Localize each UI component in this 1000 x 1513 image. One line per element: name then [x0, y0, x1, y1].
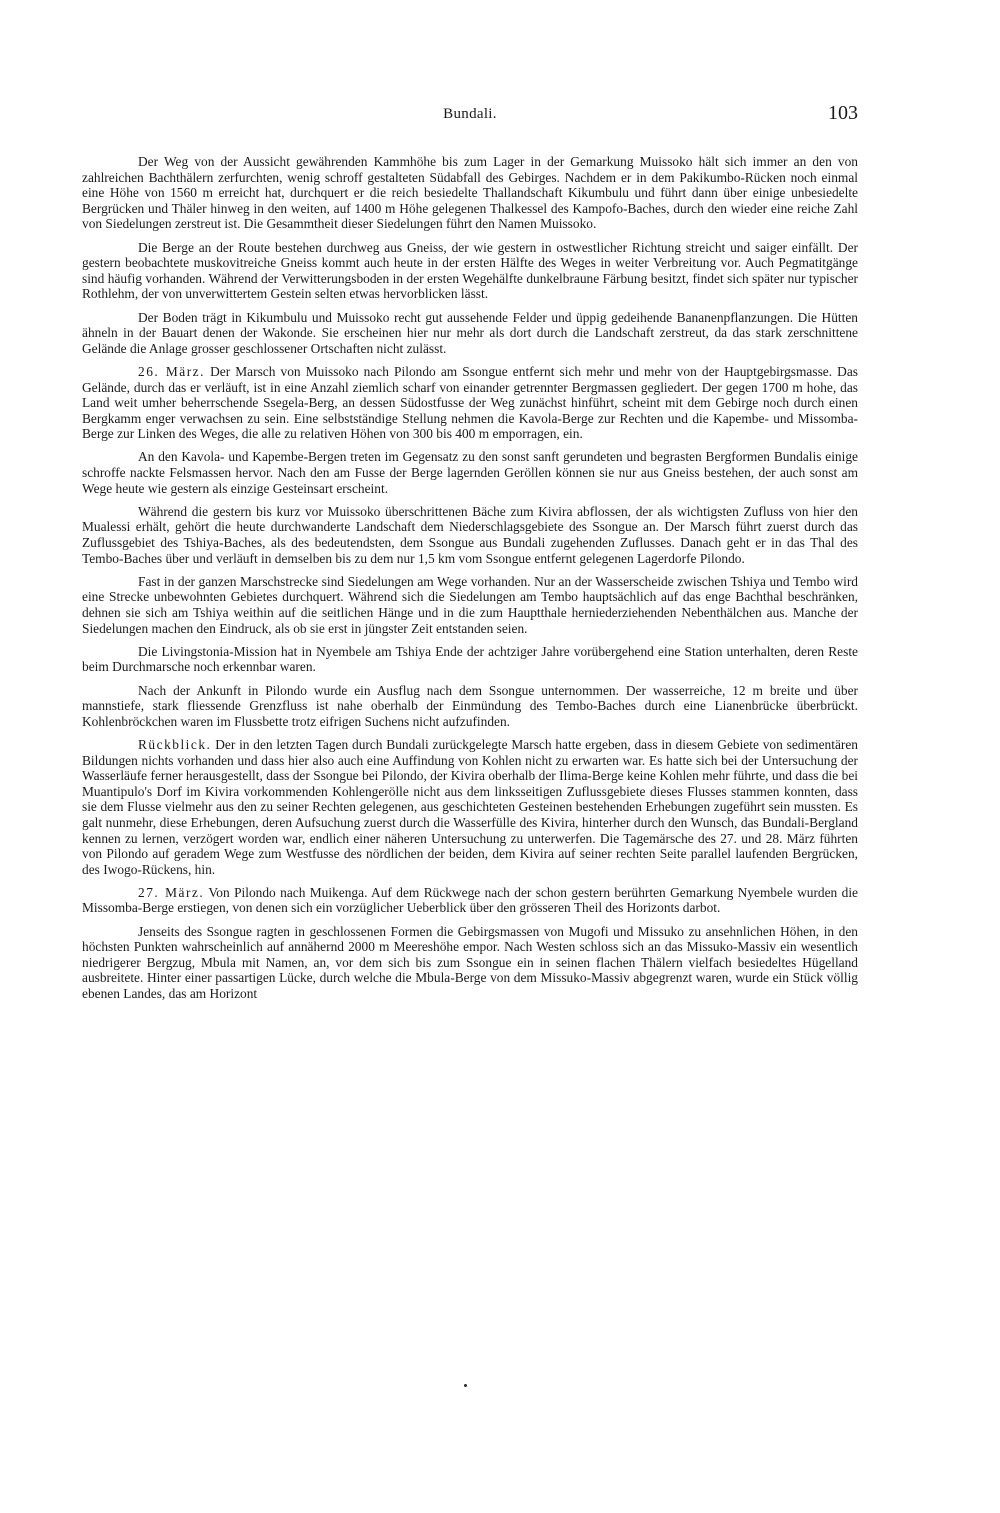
paragraph-12	[82, 924, 858, 1002]
date-marker: 27. März.	[138, 884, 205, 900]
paragraph-10	[82, 737, 858, 877]
section-marker: Rückblick.	[138, 736, 212, 752]
paragraph-5	[82, 449, 858, 496]
page	[82, 100, 858, 1009]
paragraph-12-text: Jenseits des Ssongue ragten in geschlossenen Formen die Gebirgsmassen von Mugofi und Missuko zu ansehnlichen Höhen, in den höchsten Punkten wahrscheinlich auf annähernd 2000 m Meereshöhe empor. Nach Westen schloss sich an das Missuko-Massiv ein wesentlich niedrigerer Bergzug, Mbula mit Namen, an, vor dem sich bis zum Ssongue ein in seinen flachen Thälern vielfach besiedeltes Hügelland ausbreitete. Hinter einer passartigen Lücke, durch welche die Mbula-Berge von dem Missuko-Massiv abgegrenzt waren, wurde ein Stück völlig ebenen Landes, das am Horizont	[82, 923, 858, 1002]
date-marker: 26. März.	[138, 363, 205, 379]
paragraph-4	[82, 364, 858, 442]
paragraph-2	[82, 240, 858, 302]
paragraph-11-text: Von Pilondo nach Muikenga. Auf dem Rückwege nach der schon gestern berührten Gemarkung Nyembele wurden die Missomba-Berge erstiegen, von denen sich ein vorzüglicher Ueberblick über den grösseren Theil des Horizonts darbot.	[82, 884, 858, 916]
paragraph-3-text: Der Boden trägt in Kikumbulu und Muissoko recht gut aussehende Felder und üppig gedeihende Bananenpflanzungen. Die Hütten ähneln in der Bauart denen der Wakonde. Sie erscheinen hier nur mehr als dort durch die Landschaft zerstreut, da das stark zerschnittene Gelände die Anlage grosser geschlossener Ortschaften nicht zulässt.	[82, 309, 858, 356]
paragraph-3	[82, 310, 858, 357]
print-speck	[464, 1384, 467, 1387]
paragraph-8-text: Die Livingstonia-Mission hat in Nyembele am Tshiya Ende der achtziger Jahre vorübergehend eine Station unterhalten, deren Reste beim Durchmarsche noch erkennbar waren.	[82, 643, 858, 675]
paragraph-1	[82, 154, 858, 232]
paragraph-5-text: An den Kavola- und Kapembe-Bergen treten im Gegensatz zu den sonst sanft gerundeten und begrasten Bergformen Bundalis einige schroffe nackte Felsmassen hervor. Nach den am Fusse der Berge lagernden Geröllen können sie nur aus Gneiss bestehen, der auch sonst am Wege heute wie gestern als einzige Gesteinsart erscheint.	[82, 449, 858, 496]
paragraph-9	[82, 683, 858, 730]
paragraph-6	[82, 504, 858, 566]
running-head	[82, 100, 858, 134]
paragraph-2-text: Die Berge an der Route bestehen durchweg aus Gneiss, der wie gestern in ostwestlicher Richtung streicht und saiger einfällt. Der gestern beobachtete muskovitreiche Gneiss kommt auch heute in der ersten Hälfte des Weges in weiter Verbreitung vor. Auch Pegmatitgänge sind häufig vorhanden. Während der Verwitterungsboden in der ersten Wegehälfte dunkelbraune Färbung besitzt, findet sich später nur typischer Rothlehm, der von unverwittertem Gestein selten etwas hervorblicken lässt.	[82, 239, 858, 302]
paragraph-10-text: Der in den letzten Tagen durch Bundali zurückgelegte Marsch hatte ergeben, dass in diesem Gebiete von sedimentären Bildungen nichts vorhanden und dass hier also auch eine Auffindung von Kohlen nicht zu erwarten war. Es hatte sich bei der Untersuchung der Wasserläufe ferner herausgestellt, dass der Ssongue bei Pilondo, der Kivira oberhalb der Ilima-Berge keine Kohlen mehr führte, und dass die bei Muantipulo's Dorf im Kivira vorkommenden Kohlengerölle nicht aus dem linksseitigen Zuflussgebiete dieses Flusses stammen konnten, dass sie dem Flusse vielmehr aus den zu seiner Rechten gelegenen, aus geschichteten Gesteinen bestehenden Erhebungen zugeführt sein mussten. Es galt nunmehr, diese Erhebungen, deren Aufsuchung zuerst durch die Wasserfülle des Kivira, hinterher durch den Wunsch, das Bundali-Bergland kennen zu lernen, verzögert worden war, endlich einer näheren Untersuchung zu unterwerfen. Die Tagemärsche des 27. und 28. März führten von Pilondo auf geradem Wege zum Westfusse des nördlichen der beiden, dem Kivira auf seiner rechten Seite parallel laufenden Bergrücken, des Iwogo-Rückens, hin.	[82, 736, 858, 877]
page-number: 103	[828, 102, 858, 124]
paragraph-11	[82, 885, 858, 916]
paragraph-7	[82, 574, 858, 636]
paragraph-1-text: Der Weg von der Aussicht gewährenden Kammhöhe bis zum Lager in der Gemarkung Muissoko hält sich immer an den von zahlreichen Bachthälern zerfurchten, wenig schroff gestalteten Südabfall des Gebirges. Nachdem er in dem Pakikumbo-Rücken noch einmal eine Höhe von 1560 m erreicht hat, durchquert er die reich besiedelte Thallandschaft Kikumbulu und führt dann über einige unbesiedelte Bergrücken und Thäler hinweg in den weiten, auf 1400 m Höhe gelegenen Thalkessel des Kampofo-Baches, durch den wieder eine reiche Zahl von Siedelungen zerstreut ist. Die Gesammtheit dieser Siedelungen führt den Namen Muissoko.	[82, 154, 858, 232]
body-text	[82, 154, 858, 1002]
paragraph-4-text: Der Marsch von Muissoko nach Pilondo am Ssongue entfernt sich mehr und mehr von der Hauptgebirgsmasse. Das Gelände, durch das er verläuft, ist in eine Anzahl ziemlich scharf von einander getrennter Bergmassen gegliedert. Der gegen 1700 m hohe, das Land weit umher beherrschende Ssegela-Berg, an dessen Südostfusse der Weg zunächst hinführt, scheint mit dem Gebirge noch durch einen Bergkamm enger verwachsen zu sein. Eine selbstständige Stellung nehmen die Kavola-Berge zur Rechten und die Kapembe- und Missomba-Berge zur Linken des Weges, die alle zu relativen Höhen von 300 bis 400 m emporragen, ein.	[82, 363, 859, 442]
running-title: Bundali.	[443, 106, 497, 122]
paragraph-9-text: Nach der Ankunft in Pilondo wurde ein Ausflug nach dem Ssongue unternommen. Der wasserreiche, 12 m breite und über mannstiefe, stark fliessende Grenzfluss ist nahe oberhalb der Einmündung des Tembo-Baches durch eine Lianenbrücke überbrückt. Kohlenbröckchen waren im Flussbette trotz eifrigen Suchens nicht aufzufinden.	[82, 682, 858, 729]
paragraph-7-text: Fast in der ganzen Marschstrecke sind Siedelungen am Wege vorhanden. Nur an der Wasserscheide zwischen Tshiya und Tembo wird eine Strecke unbewohnten Gebietes durchquert. Während sich die Siedelungen am Tembo hauptsächlich auf das enge Bachthal beschränken, dehnen sie sich am Tshiya weithin auf die seitlichen Hänge und in die zum Hauptthale herniederziehenden Nebenthälchen aus. Manche der Siedelungen machen den Eindruck, als ob sie erst in jüngster Zeit entstanden seien.	[82, 573, 858, 636]
paragraph-8	[82, 644, 858, 675]
paragraph-6-text: Während die gestern bis kurz vor Muissoko überschrittenen Bäche zum Kivira abflossen, der als wichtigsten Zufluss von hier den Mualessi erhält, gehört die heute durchwanderte Landschaft dem Niederschlagsgebiete des Ssongue an. Der Marsch führt zuerst durch das Zuflussgebiet des Tshiya-Baches, als des bedeutendsten, dem Ssongue aus Bundali zugehenden Zuflusses. Danach geht er in das Thal des Tembo-Baches über und verläuft in demselben bis zu dem nur 1,5 km vom Ssongue entfernt gelegenen Lagerdorfe Pilondo.	[82, 503, 858, 566]
